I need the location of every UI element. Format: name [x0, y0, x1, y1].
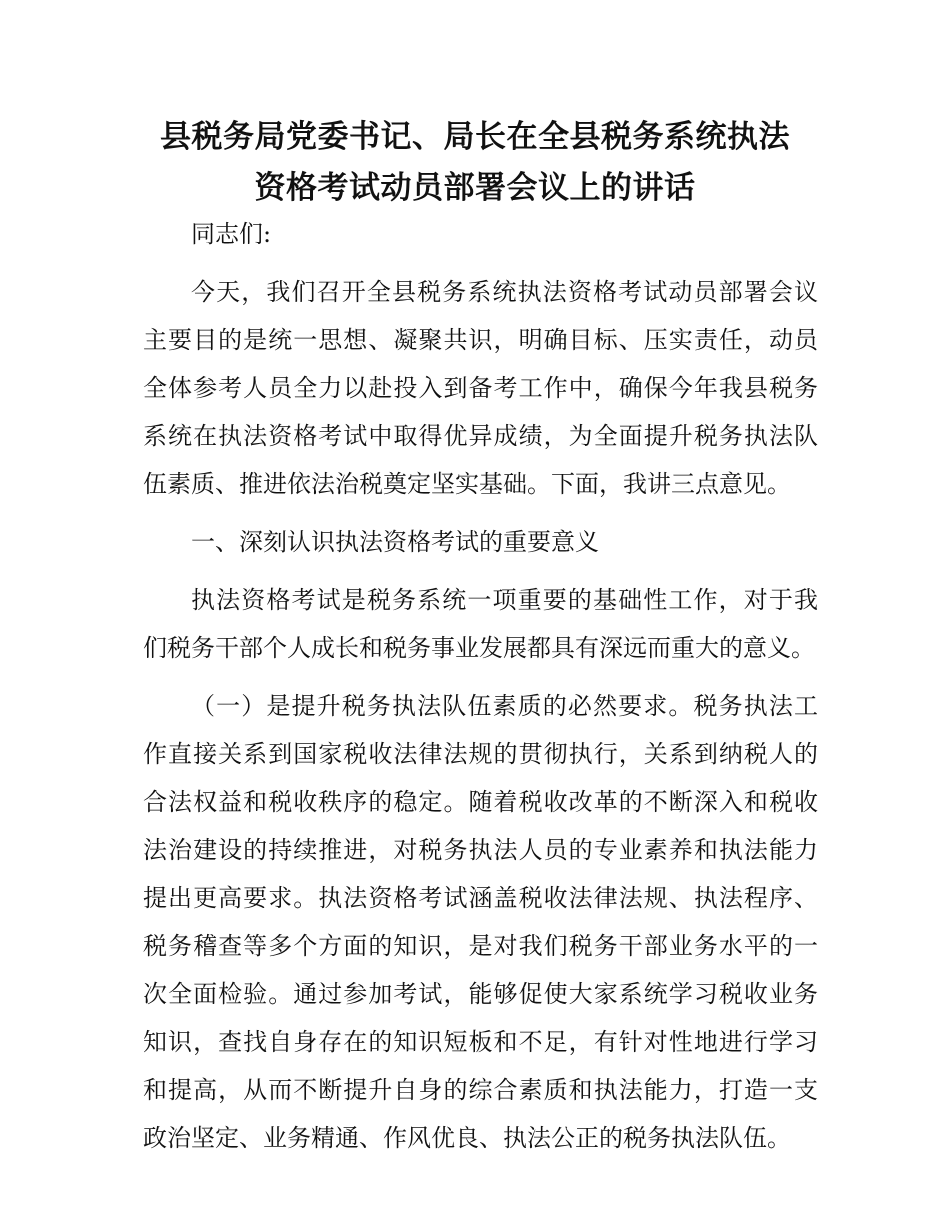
- paragraph-line: 主要目的是统一思想、凝聚共识，明确目标、压实责任，动员: [143, 326, 818, 354]
- paragraph-line: 今天，我们召开全县税务系统执法资格考试动员部署会议: [191, 278, 818, 306]
- paragraph-line: 和提高，从而不断提升自身的综合素质和执法能力，打造一支: [143, 1076, 818, 1104]
- paragraph-line: 执法资格考试是税务系统一项重要的基础性工作，对于我: [191, 586, 818, 614]
- paragraph-point-one: [143, 682, 818, 1162]
- section-heading: [143, 518, 818, 566]
- document-body: [143, 210, 818, 1162]
- paragraph-line: 提出更高要求。执法资格考试涵盖税收法律法规、执法程序、: [143, 884, 818, 912]
- paragraph-line: 次全面检验。通过参加考试，能够促使大家系统学习税收业务: [143, 980, 818, 1008]
- paragraph-line: 合法权益和税收秩序的稳定。随着税收改革的不断深入和税收: [143, 788, 818, 816]
- paragraph-significance: [143, 576, 818, 672]
- title-line-2: 资格考试动员部署会议上的讲话: [254, 170, 696, 206]
- paragraph-line: 法治建设的持续推进，对税务执法人员的专业素养和执法能力: [143, 836, 818, 864]
- paragraph-line: 知识，查找自身存在的知识短板和不足，有针对性地进行学习: [143, 1028, 818, 1056]
- paragraph-line: 伍素质、推进依法治税奠定坚实基础。下面，我讲三点意见。: [143, 470, 791, 498]
- paragraph-line: 作直接关系到国家税收法律法规的贯彻执行，关系到纳税人的: [143, 740, 818, 768]
- document-title: [130, 112, 820, 214]
- paragraph-opening: [143, 268, 818, 508]
- paragraph-line: 们税务干部个人成长和税务事业发展都具有深远而重大的意义。: [143, 634, 815, 662]
- title-line-1: 县税务局党委书记、局长在全县税务系统执法: [160, 119, 790, 155]
- paragraph-line: 系统在执法资格考试中取得优异成绩，为全面提升税务执法队: [143, 422, 818, 450]
- paragraph-line: 税务稽查等多个方面的知识，是对我们税务干部业务水平的一: [143, 932, 818, 960]
- salutation: 同志们:: [191, 220, 272, 248]
- paragraph-line: 全体参考人员全力以赴投入到备考工作中，确保今年我县税务: [143, 374, 818, 402]
- section-heading-text: 一、深刻认识执法资格考试的重要意义: [191, 528, 599, 556]
- paragraph-line: （一）是提升税务执法队伍素质的必然要求。税务执法工: [191, 692, 818, 720]
- paragraph-line: 政治坚定、业务精通、作风优良、执法公正的税务执法队伍。: [143, 1124, 791, 1152]
